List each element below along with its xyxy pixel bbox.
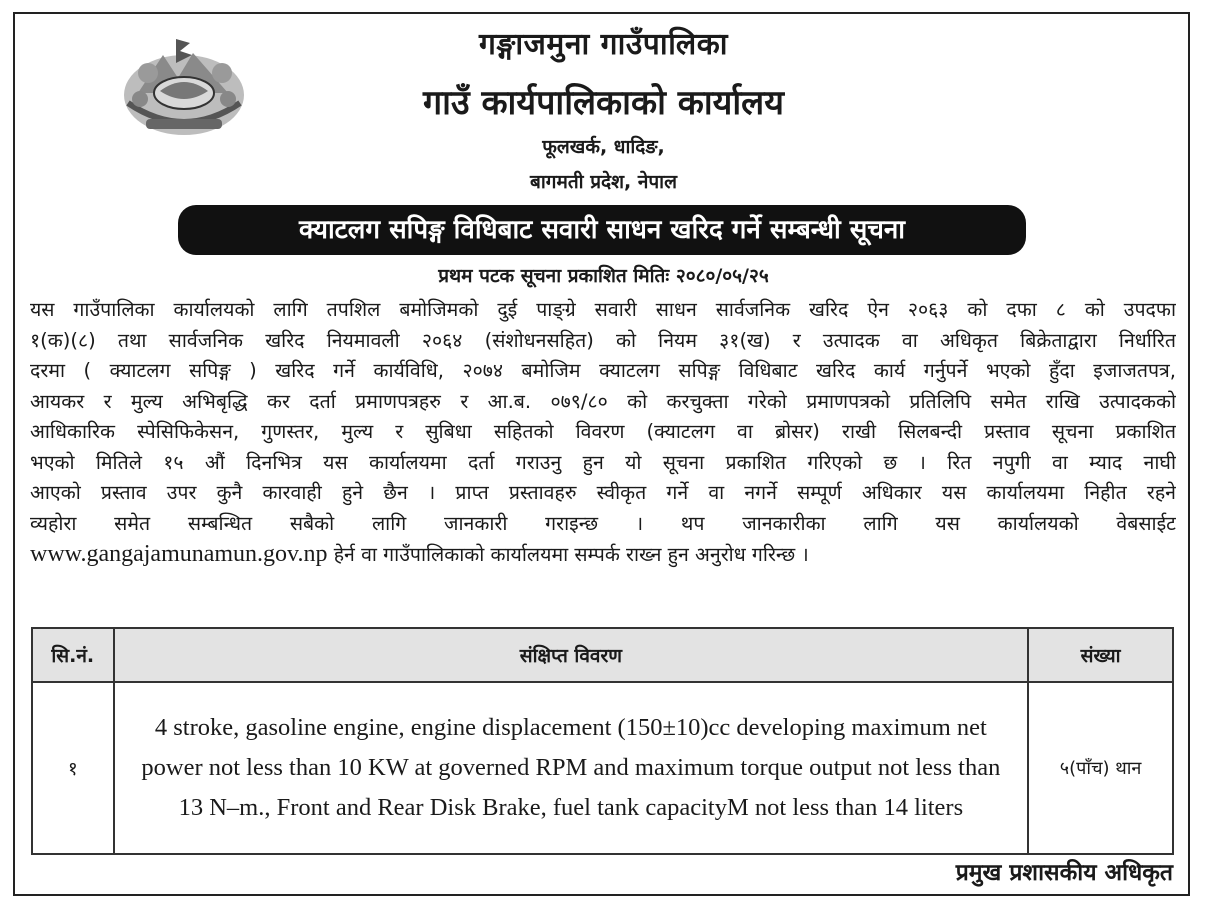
body-line: आयकर र मुल्य अभिबृद्धि कर दर्ता प्रमाणपत्रहरु र आ.ब. ०७९/८० को करचुक्ता गरेको प्रमाणपत्रको प्रतिलिपि समेत राखि उत्पादकको bbox=[30, 389, 1176, 413]
cell-quantity: ५(पाँच) थान bbox=[1028, 682, 1173, 854]
body-line-website bbox=[30, 539, 1176, 571]
address-line-2: बागमती प्रदेश, नेपाल bbox=[530, 171, 677, 193]
notice-body bbox=[30, 295, 1176, 571]
body-line: दरमा ( क्याटलग सपिङ्ग ) खरिद गर्ने कार्यविधि, २०७४ बमोजिम क्याटलग सपिङ्ग विधिबाट खरिद कार्य गर्नुपर्ने भएको हुँदा इजाजतपत्र, bbox=[30, 359, 1176, 382]
items-table bbox=[31, 627, 1174, 855]
table-header-row bbox=[32, 628, 1173, 682]
header-description: संक्षिप्त विवरण bbox=[114, 628, 1029, 682]
address-line-1: फूलखर्क, धादिङ, bbox=[542, 136, 665, 158]
notice-title-banner: क्याटलग सपिङ्ग विधिबाट सवारी साधन खरिद गर्ने सम्बन्धी सूचना bbox=[178, 205, 1026, 255]
published-date: प्रथम पटक सूचना प्रकाशित मितिः २०८०/०५/२५ bbox=[438, 265, 769, 287]
body-line: व्यहोरा समेत सम्बन्धित सबैको लागि जानकारी गराइन्छ । थप जानकारीका लागि यस कार्यालयको वेबसाईट bbox=[30, 511, 1176, 535]
table-row bbox=[32, 682, 1173, 854]
website-link[interactable]: www.gangajamunamun.gov.np bbox=[30, 541, 328, 567]
body-line: आएको प्रस्ताव उपर कुनै कारवाही हुने छैन । प्राप्त प्रस्तावहरु स्वीकृत गर्ने वा नगर्ने सम्पूर्ण अधिकार यस कार्यालयमा निहीत रहने bbox=[30, 481, 1176, 504]
body-line: आधिकारिक स्पेसिफिकेसन, गुणस्तर, मुल्य र सुबिधा सहितको विवरण (क्याटलग वा ब्रोसर) राखी सिलबन्दी प्रस्ताव सूचना प्रकाशित bbox=[30, 420, 1176, 443]
signatory-title: प्रमुख प्रशासकीय अधिकृत bbox=[955, 860, 1173, 886]
cell-sn: १ bbox=[32, 682, 114, 854]
body-line: यस गाउँपालिका कार्यालयको लागि तपशिल बमोजिमको दुई पाङ्ग्रे सवारी साधन सार्वजनिक खरिद ऐन २०६३ को दफा ८ को उपदफा bbox=[30, 298, 1176, 321]
municipality-name: गङ्गाजमुना गाउँपालिका bbox=[478, 27, 729, 62]
body-line: १(क)(८) तथा सार्वजनिक खरिद नियमावली २०६४ (संशोधनसहित) को नियम ३१(ख) र उत्पादक वा अधिकृत बिक्रेताद्वारा निर्धारित bbox=[30, 328, 1176, 352]
body-line: भएको मितिले १५ औं दिनभित्र यस कार्यालयमा दर्ता गराउनु हुन यो सूचना प्रकाशित गरिएको छ । रित नपुगी वा म्याद नाघी bbox=[30, 450, 1176, 474]
body-line-rest: हेर्न वा गाउँपालिकाको कार्यालयमा सम्पर्क राख्न हुन अनुरोध गरिन्छ । bbox=[327, 543, 809, 566]
header-quantity: संख्या bbox=[1028, 628, 1173, 682]
header-sn: सि.नं. bbox=[32, 628, 114, 682]
office-name: गाउँ कार्यपालिकाको कार्यालय bbox=[423, 83, 784, 123]
cell-description: 4 stroke, gasoline engine, engine displacement (150±10)cc developing maximum net power not less than 10 KW at governed RPM and maximum torque output not less than 13 N–m., Front and Rear Disk Brake, fuel tank capacityM not less than 14 liters bbox=[114, 682, 1029, 854]
